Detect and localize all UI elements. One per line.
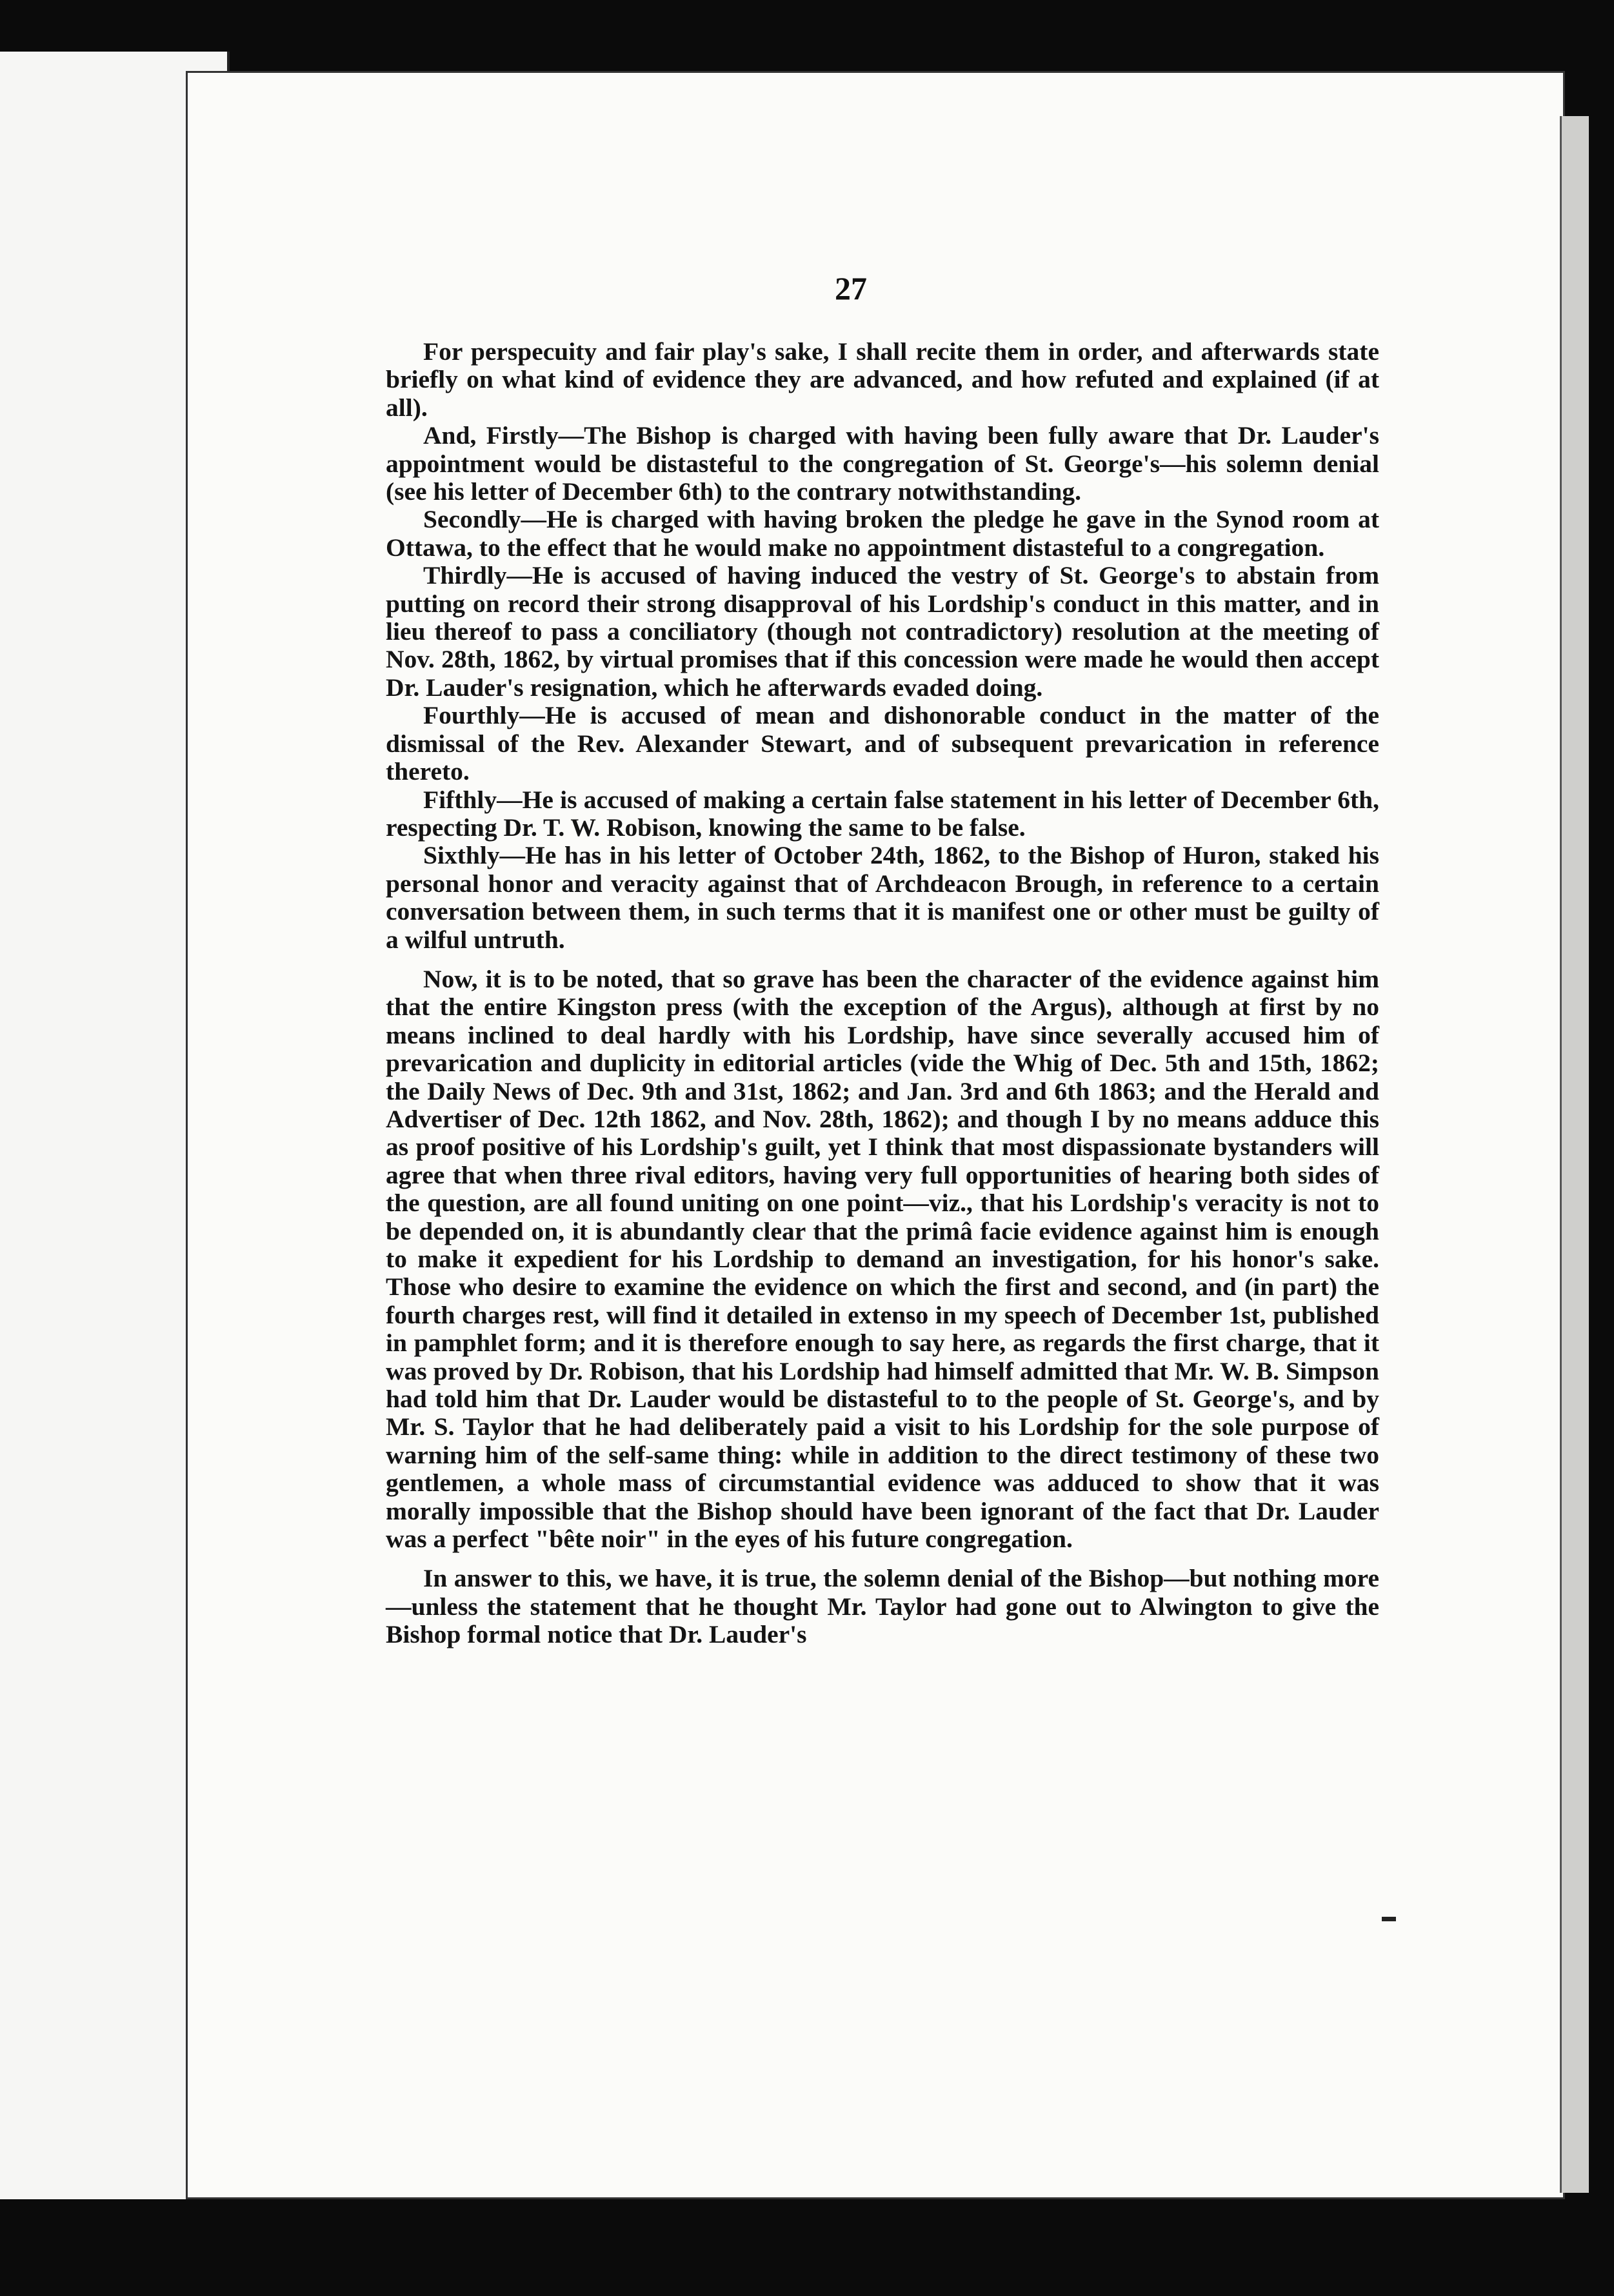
paragraph-secondly: Secondly—He is charged with having broken the pledge he gave in the Synod room at Ottawa, to the effect that he would make no appointment distasteful to a congregation. — [386, 505, 1379, 562]
paragraph-firstly: And, Firstly—The Bishop is charged with having been fully aware that Dr. Lauder's appointment would be distasteful to the congregation of St. George's—his solemn denial (see his letter of December 6th) to the contrary notwithstanding. — [386, 421, 1379, 506]
paragraph-intro: For perspecuity and fair play's sake, I shall recite them in order, and afterwards state briefly on what kind of evidence they are advanced, and how refuted and explained (if at all). — [386, 337, 1379, 422]
paragraph-answer: In answer to this, we have, it is true, the solemn denial of the Bishop—but nothing more—unless the statement that he thought Mr. Taylor had gone out to Alwington to give the Bishop formal notice that Dr. Lauder's — [386, 1564, 1379, 1649]
page-number: 27 — [835, 270, 867, 306]
paragraph-fifthly: Fifthly—He is accused of making a certain false statement in his letter of December 6th, respecting Dr. T. W. Robison, knowing the same to be false. — [386, 785, 1379, 842]
page-edge — [1560, 116, 1589, 2193]
paragraph-evidence: Now, it is to be noted, that so grave has been the character of the evidence against him that the entire Kingston press (with the exception of the Argus), although at first by no means inclined to deal hardly with his Lordship, have since severally accused him of prevarication and duplicity in editorial articles (vide the Whig of Dec. 5th and 15th, 1862; the Daily News of Dec. 9th and 31st, 1862; and Jan. 3rd and 6th 1863; and the Herald and Advertiser of Dec. 12th 1862, and Nov. 28th, 1862); and though I by no means adduce this as proof positive of his Lordship's guilt, yet I think that most dispassionate bystanders will agree that when three rival editors, having very full opportunities of hearing both sides of the question, are all found uniting on one point—viz., that his Lordship's veracity is not to be depended on, it is abundantly clear that the primâ facie evidence against him is enough to make it expedient for his Lordship to demand an investigation, for his honor's sake. Those who desire to examine the evidence on which the first and second, and (in part) the fourth charges rest, will find it detailed in extenso in my speech of December 1st, published in pamphlet form; and it is therefore enough to say here, as regards the first charge, that it was proved by Dr. Robison, that his Lordship had himself admitted that Mr. W. B. Simpson had told him that Dr. Lauder would be distasteful to to the people of St. George's, and by Mr. S. Taylor that he had deliberately paid a visit to his Lordship for the sole purpose of warning him of the self-same thing: while in addition to the direct testimony of these two gentlemen, a whole mass of circumstantial evidence was adduced to show that it was morally impossible that the Bishop should have been ignorant of the fact that Dr. Lauder was a perfect "bête noir" in the eyes of his future congregation. — [386, 964, 1379, 1554]
body-text — [386, 338, 1379, 1649]
paragraph-thirdly: Thirdly—He is accused of having induced the vestry of St. George's to abstain from putting on record their strong disapproval of his Lordship's conduct in this matter, and in lieu thereof to pass a conciliatory (though not contradictory) resolution at the meeting of Nov. 28th, 1862, by virtual promises that if this concession were made he would then accept Dr. Lauder's resignation, which he afterwards evaded doing. — [386, 561, 1379, 702]
paragraph-sixthly: Sixthly—He has in his letter of October 24th, 1862, to the Bishop of Huron, staked his personal honor and veracity against that of Archdeacon Brough, in reference to a certain conversation between them, in such terms that it is manifest one or other must be guilty of a wilful untruth. — [386, 841, 1379, 954]
paragraph-fourthly: Fourthly—He is accused of mean and dishonorable conduct in the matter of the dismissal of the Rev. Alexander Stewart, and of subsequent prevarication in reference thereto. — [386, 701, 1379, 786]
margin-mark — [1382, 1917, 1396, 1921]
